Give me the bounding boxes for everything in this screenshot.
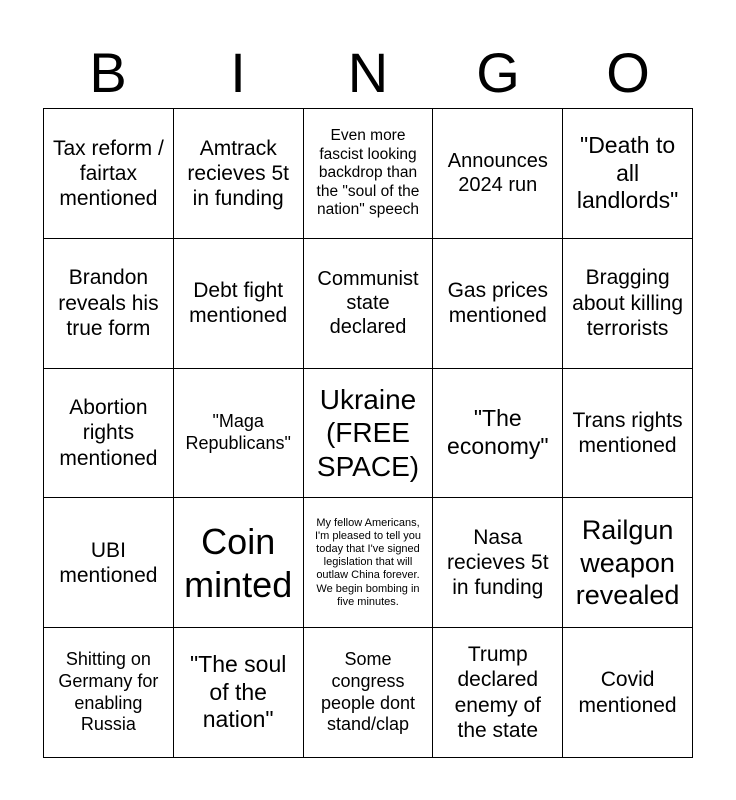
bingo-cell[interactable]: [563, 498, 693, 628]
cell-text: Communist state declared: [317, 268, 419, 339]
bingo-cell[interactable]: [433, 369, 563, 499]
cell-text: "The soul of the nation": [190, 651, 287, 733]
bingo-cell[interactable]: [174, 628, 304, 758]
bingo-cell-free-space[interactable]: [304, 369, 434, 499]
bingo-cell[interactable]: [433, 628, 563, 758]
cell-text: Trans rights mentioned: [572, 408, 683, 457]
bingo-cell[interactable]: [563, 628, 693, 758]
cell-text: Some congress people dont stand/clap: [320, 649, 416, 735]
bingo-cell[interactable]: [174, 239, 304, 369]
cell-text: Covid mentioned: [578, 668, 677, 717]
bingo-cell[interactable]: [174, 498, 304, 628]
cell-text: UBI mentioned: [59, 538, 158, 587]
cell-text: Abortion rights mentioned: [59, 396, 158, 470]
cell-text: Bragging about killing terrorists: [572, 266, 684, 340]
bingo-cell[interactable]: [304, 498, 434, 628]
cell-text: "Maga Republicans": [185, 411, 291, 453]
bingo-cell[interactable]: [563, 369, 693, 499]
bingo-cell[interactable]: [304, 109, 434, 239]
bingo-cell[interactable]: [44, 498, 174, 628]
header-letter-o: O: [606, 41, 650, 104]
header-letter-g: G: [476, 41, 520, 104]
header-letter-n: N: [347, 41, 389, 104]
bingo-cell[interactable]: [433, 239, 563, 369]
bingo-cell[interactable]: [433, 498, 563, 628]
bingo-cell[interactable]: [44, 239, 174, 369]
cell-text: Debt fight mentioned: [189, 279, 288, 328]
cell-text: Amtrack recieves 5t in funding: [187, 136, 289, 210]
cell-text: Ukraine (FREE SPACE): [316, 383, 420, 482]
bingo-cell[interactable]: [44, 628, 174, 758]
bingo-cell[interactable]: [304, 239, 434, 369]
cell-text: Even more fascist looking backdrop than the "soul of the nation" speech: [316, 126, 420, 219]
bingo-cell[interactable]: [563, 239, 693, 369]
bingo-cell[interactable]: [174, 369, 304, 499]
cell-text: "Death to all landlords": [576, 132, 679, 214]
cell-text: Tax reform / fairtax mentioned: [52, 136, 164, 210]
bingo-header: [43, 40, 693, 106]
cell-text: "The economy": [447, 405, 549, 459]
header-letter-b: B: [89, 41, 127, 104]
header-letter-i: I: [230, 41, 246, 104]
cell-text: Announces 2024 run: [447, 150, 548, 197]
cell-text: Gas prices mentioned: [447, 279, 548, 328]
bingo-cell[interactable]: [433, 109, 563, 239]
cell-text: My fellow Americans, I'm pleased to tell you today that I've signed legislation that will outlaw China forever. We begin bombing in five minutes.: [314, 516, 422, 608]
bingo-cell[interactable]: [44, 369, 174, 499]
cell-text: Coin minted: [184, 520, 293, 605]
cell-text: Shitting on Germany for enabling Russia: [58, 649, 159, 735]
bingo-cell[interactable]: [304, 628, 434, 758]
bingo-cell[interactable]: [44, 109, 174, 239]
cell-text: Brandon reveals his true form: [58, 266, 159, 340]
cell-text: Railgun weapon revealed: [575, 515, 680, 610]
cell-text: Trump declared enemy of the state: [454, 643, 541, 742]
bingo-cell[interactable]: [563, 109, 693, 239]
bingo-cell[interactable]: [174, 109, 304, 239]
bingo-board: [43, 108, 693, 758]
cell-text: Nasa recieves 5t in funding: [447, 526, 549, 600]
